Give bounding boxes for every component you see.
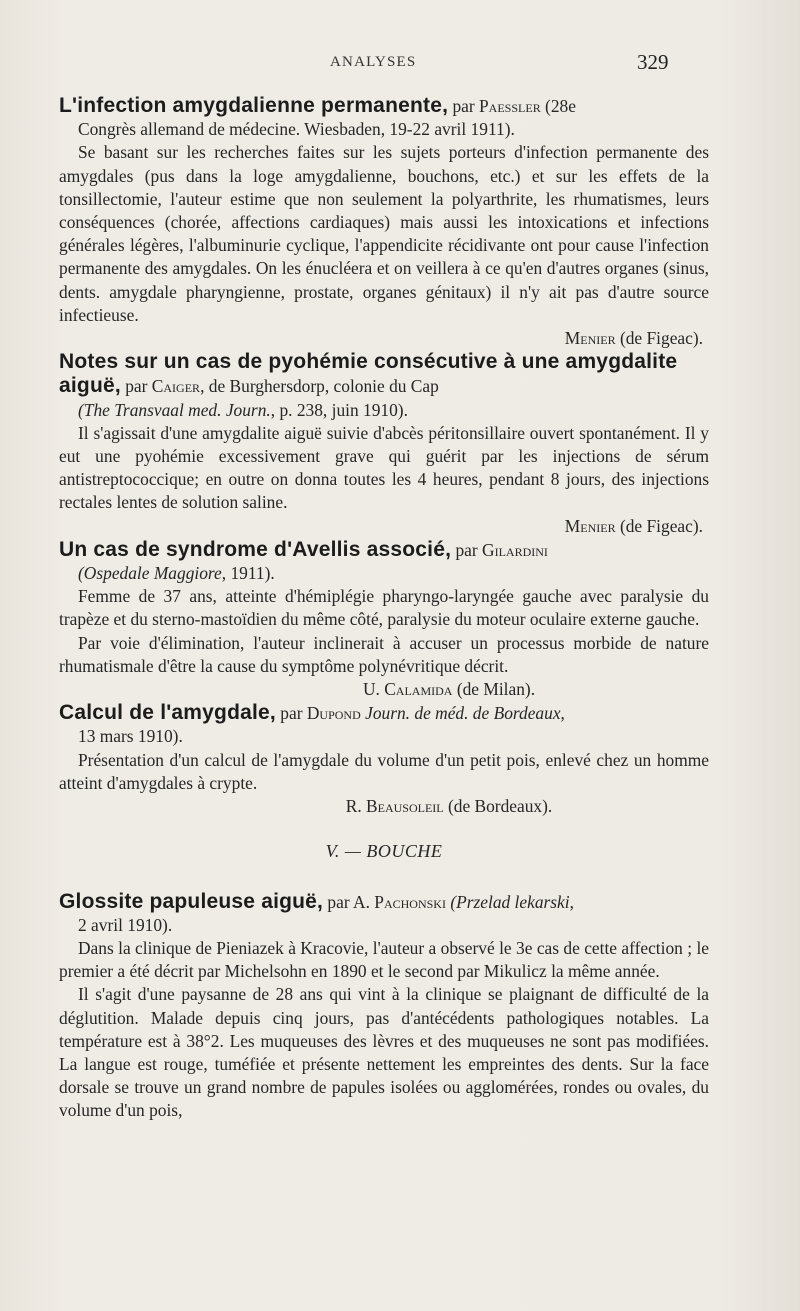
article-heading (59, 890, 709, 914)
paragraph: Il s'agissait d'une amygdalite aiguë suivie d'abcès péritonsillaire ouvert spontanément. Il y eut une pyohémie excessivement grave qui guérit par les injections de sérum antistreptococcique; en outre on donna toutes les 4 heures, pendant 8 jours, des injections rectales lentes de solution saline. (59, 422, 709, 513)
reviewer-name: Menier (564, 328, 616, 349)
journal-name: (Przelad lekarski (445, 891, 570, 912)
author-name: Gilardini (482, 539, 548, 560)
citation-line: 13 mars 1910). (78, 726, 183, 747)
paragraph: Femme de 37 ans, atteinte d'hémiplégie pharyngo-laryngée gauche avec paralysie du trapèze et du sterno-mastoïdien du même côté, paralysie du moteur oculaire externe gauche. (59, 586, 709, 630)
article-pyohemie (59, 350, 709, 538)
citation-line: 2 avril 1910). (78, 914, 173, 935)
article-heading (59, 94, 709, 118)
page-body (59, 94, 709, 1123)
by-text: par (448, 96, 480, 116)
paragraph: Se basant sur les recherches faites sur les sujets porteurs d'infection permanente des amygdales (pus dans la loge amygdalienne, bouchons, etc.) et sur les effets de la tonsillectomie, l'auteur estime que non seulement la polyarthrite, les rhumatismes, leurs conséquences (chorée, affections cardiaques) mais aussi les intoxications et infections générales légères, l'albuminurie cyclique, l'appendicite récidivante ont pour cause l'infection permanente des amygdales. On les énucléera et on veillera à ce qu'en d'autres organes (sinus, dents. amygdale pharyngienne, prostate, organes génitaux) il n'y ait pas d'autre source infectieuse. (59, 142, 709, 325)
article-glossite-papuleuse (59, 890, 709, 1123)
reviewer-location: (de Bordeaux). (443, 796, 553, 817)
author-name: Dupond (306, 703, 361, 724)
article-heading (59, 701, 709, 725)
reviewer-signature (59, 795, 709, 818)
article-infection-amygdalienne (59, 94, 709, 350)
paragraph: Par voie d'élimination, l'auteur inclinerait à accuser un processus morbide de nature rhumatismale d'être la cause du symptôme polynévritique décrit. (59, 632, 709, 676)
citation-line (59, 399, 709, 422)
paragraph: Dans la clinique de Pieniazek à Kracovie, l'auteur a observé le 3e cas de cette affection ; le premier a été décrit par Michelsohn en 1890 et le second par Mikulicz la même année. (59, 937, 709, 982)
reviewer-signature (59, 678, 709, 701)
by-text: par (275, 703, 307, 724)
article-title: Glossite papuleuse aiguë, (59, 889, 324, 913)
article-heading (59, 538, 709, 562)
reviewer-name: Menier (564, 515, 616, 536)
section-heading: V. — BOUCHE (325, 841, 443, 862)
article-title: Notes sur un cas de pyohémie consécutive à une amygdalite aiguë, (59, 350, 678, 398)
by-text: par (451, 539, 483, 560)
journal-name: (Ospedale Maggiore (78, 563, 222, 584)
citation-text: , (560, 703, 565, 724)
paragraph: Présentation d'un calcul de l'amygdale du volume d'un petit pois, enlevé chez un homme atteint d'amygdales à crypte. (59, 749, 709, 793)
by-text: par (120, 376, 152, 397)
citation-line: Congrès allemand de médecine. Wiesbaden, 19-22 avril 1911). (78, 119, 515, 140)
reviewer-location: (de Figeac). (615, 328, 703, 349)
citation-text: , 1911). (221, 563, 275, 584)
citation-text: (28e (540, 96, 576, 116)
article-heading (59, 350, 709, 398)
author-name: Caiger (151, 376, 201, 397)
citation-text: , p. 238, juin 1910). (270, 399, 408, 420)
reviewer-location: (de Milan). (452, 679, 536, 700)
reviewer-signature (59, 327, 709, 350)
reviewer-signature (59, 515, 709, 538)
reviewer-initial: U. (362, 679, 385, 700)
journal-name: (The Transvaal med. Journ. (78, 399, 271, 420)
page-number: 329 (637, 50, 669, 74)
reviewer-initial: R. (345, 796, 367, 817)
citation-text: , (569, 891, 574, 912)
article-calcul-amygdale (59, 701, 709, 818)
journal-name: Journ. de méd. de Bordeaux (360, 703, 561, 724)
article-title: L'infection amygdalienne permanente, (59, 94, 449, 117)
paragraph: Il s'agit d'une paysanne de 28 ans qui vint à la clinique se plaignant de difficulté de la déglutition. Malade depuis cinq jours, pas d'antécédents pathologiques notables. La température est à 38°2. Les muqueuses des lèvres et des muqueuses ne sont pas modifiées. La langue est rouge, tuméfiée et présente nettement les empreintes des dents. Sur la face dorsale se trouve un grand nombre de papules isolées ou agglomérées, rondes ou ovales, du volume d'un pois, (59, 984, 709, 1121)
author-name: Paessler (479, 96, 541, 116)
reviewer-name: Beausoleil (366, 796, 444, 817)
reviewer-name: Calamida (384, 679, 453, 700)
article-syndrome-avellis (59, 538, 709, 701)
by-text: par A. (323, 891, 375, 912)
article-title: Calcul de l'amygdale, (59, 701, 276, 725)
citation-line (59, 562, 709, 585)
article-title: Un cas de syndrome d'Avellis associé, (59, 537, 452, 561)
citation-text: , de Burghersdorp, colonie du Cap (200, 376, 439, 397)
running-head: ANALYSES (330, 54, 417, 70)
page-header (0, 50, 800, 78)
reviewer-location: (de Figeac). (615, 515, 703, 536)
author-name: Pachonski (374, 891, 446, 912)
